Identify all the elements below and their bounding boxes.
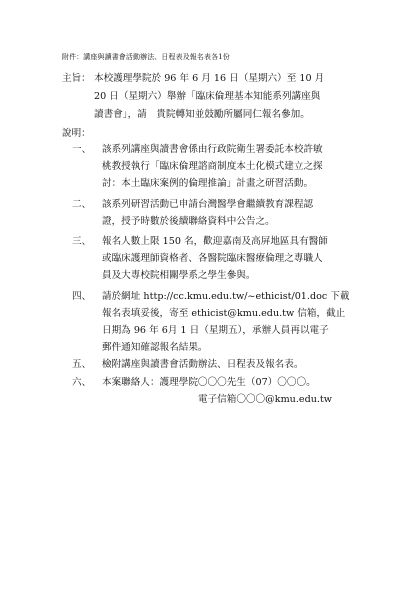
item-line: 日期為 96 年 6月 1 日（星期五），承辦人員再以電子: [102, 325, 329, 336]
item-number: 五、: [72, 359, 92, 370]
item-line: 桃教授執行「臨床倫理諮商制度本土化模式建立之探: [102, 161, 323, 172]
item-line: 該系列研習活動已申請台灣醫學會繼續教育課程認: [102, 199, 314, 210]
subject-line: 讀書會」，請 貴院轉知並鼓勵所屬同仁報名參加。: [94, 109, 310, 120]
item-line: 本案聯絡人：護理學院〇〇〇先生（07）〇〇〇。: [102, 377, 316, 388]
item-line: 該系列講座與讀書會係由行政院衛生署委託本校許敏: [102, 144, 323, 155]
attachment-note: 附件：講座與讀書會活動辦法、日程表及報名表各1份: [62, 53, 230, 61]
item-text: [102, 233, 328, 284]
item-text: [102, 356, 303, 373]
item-text: [102, 288, 350, 356]
item-line: 請於網址 http://cc.kmu.edu.tw/~ethicist/01.doc 下載: [102, 291, 350, 302]
item-line: 郵件通知確認報名結果。: [102, 342, 208, 353]
item-line: 報名表填妥後，寄至 ethicist@kmu.edu.tw 信箱，截止: [102, 308, 346, 319]
item-line: 員及大專校院相關學系之學生參與。: [102, 270, 256, 281]
item-line: 證，授予時數於後續聯絡資料中公告之。: [102, 216, 275, 227]
explanation-label: 說明：: [62, 128, 91, 139]
item-text: [102, 374, 316, 391]
item-number: 三、: [72, 236, 92, 247]
item-text: [102, 141, 323, 192]
item-line: 討：本土臨床案例的倫理推論」計畫之研習活動。: [102, 178, 314, 189]
item-line: 或臨床護理師資格者、各醫院臨床醫療倫理之專職人: [102, 253, 323, 264]
subject-label: 主旨：: [62, 73, 91, 84]
item-text: [102, 196, 313, 230]
item-line: 報名人數上限 150 名，歡迎嘉南及高屏地區具有醫師: [102, 236, 328, 247]
contact-email: 電子信箱〇〇〇@kmu.edu.tw: [198, 394, 333, 405]
subject-body: [94, 70, 394, 124]
item-line: 檢附講座與讀書會活動辦法、日程表及報名表。: [102, 359, 304, 370]
item-number: 一、: [72, 144, 92, 155]
item-number: 二、: [72, 199, 92, 210]
subject-line: 本校護理學院於 96 年 6 月 16 日（星期六）至 10 月: [94, 73, 325, 84]
item-number: 四、: [72, 291, 92, 302]
item-number: 六、: [72, 377, 92, 388]
subject-line: 20 日（星期六）舉辦「臨床倫理基本知能系列講座與: [94, 91, 321, 102]
